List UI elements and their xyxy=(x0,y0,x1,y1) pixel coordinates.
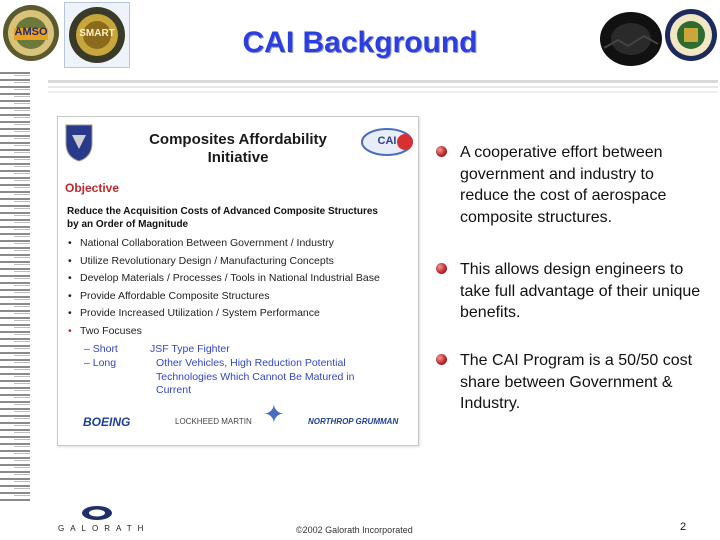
focus-long-label: – Long xyxy=(84,357,117,369)
northrop-logo: NORTHROP GRUMMAN xyxy=(308,417,399,426)
lockheed-logo: LOCKHEED MARTIN xyxy=(175,417,252,426)
objective-bullet-list xyxy=(68,235,408,340)
embedded-title-line2: Initiative xyxy=(207,149,269,166)
bullet-text: A cooperative effort between government and industry to reduce the cost of aerospace composite structures. xyxy=(460,144,667,226)
objective-line2: by an Order of Magnitude xyxy=(67,219,189,230)
page-number: 2 xyxy=(680,521,687,533)
bullet-item xyxy=(436,142,706,228)
copyright-text: ©2002 Galorath Incorporated xyxy=(296,525,413,535)
objective-statement xyxy=(67,205,407,231)
amso-label: AMSO xyxy=(14,26,48,38)
left-decorative-rule-inner xyxy=(14,72,30,502)
bullet-item xyxy=(436,259,706,324)
list-item: • Utilize Revolutionary Design / Manufacturing Concepts xyxy=(68,253,408,271)
dark-emblem-logo xyxy=(598,10,664,68)
embedded-slide-title xyxy=(138,131,338,167)
focus-long-line1: Other Vehicles, High Reduction Potential xyxy=(156,357,346,369)
embedded-title-line1: Composites Affordability xyxy=(149,131,327,148)
focus-short-value: JSF Type Fighter xyxy=(150,343,230,355)
list-item: • Provide Affordable Composite Structures xyxy=(68,288,408,306)
amso-seal-logo xyxy=(2,2,60,64)
bullet-text: The CAI Program is a 50/50 cost share between Government & Industry. xyxy=(460,352,693,412)
bullet-text: This allows design engineers to take full advantage of their unique benefits. xyxy=(460,261,701,321)
header-divider-bar xyxy=(48,80,718,94)
cai-badge xyxy=(360,127,414,157)
boeing-label: BOEING xyxy=(83,415,131,429)
focus-short-label: – Short xyxy=(84,343,118,355)
bullet-item xyxy=(436,350,706,415)
smart-seal-logo xyxy=(64,2,130,68)
focus-long-line2: Technologies Which Cannot Be Matured in xyxy=(156,370,355,383)
boeing-logo xyxy=(83,415,130,429)
red-bullet-icon xyxy=(436,146,447,157)
galorath-wordmark: GALORATH xyxy=(58,524,150,533)
objective-heading: Objective xyxy=(65,181,120,195)
focus-long-value xyxy=(156,357,406,398)
army-seal-logo xyxy=(664,6,718,64)
star-icon: ✦ xyxy=(263,399,285,429)
slide-title: CAI Background xyxy=(242,26,478,59)
smart-label: SMART xyxy=(79,28,115,39)
red-bullet-icon xyxy=(436,263,447,274)
list-item: • Provide Increased Utilization / System Performance xyxy=(68,305,408,323)
list-item: • National Collaboration Between Government / Industry xyxy=(68,235,408,253)
galorath-logo-icon xyxy=(80,505,114,521)
list-item: • Develop Materials / Processes / Tools in National Industrial Base xyxy=(68,270,408,288)
embedded-slide-image xyxy=(57,116,419,446)
cai-badge-label: CAI xyxy=(377,135,397,147)
shield-emblem-icon xyxy=(64,123,94,163)
partner-logos xyxy=(83,399,403,437)
objective-line1: Reduce the Acquisition Costs of Advanced Composite Structures xyxy=(67,206,378,217)
list-item: • Two Focuses xyxy=(68,323,408,341)
red-bullet-icon xyxy=(436,354,447,365)
focus-long-line3: Current xyxy=(156,384,192,396)
